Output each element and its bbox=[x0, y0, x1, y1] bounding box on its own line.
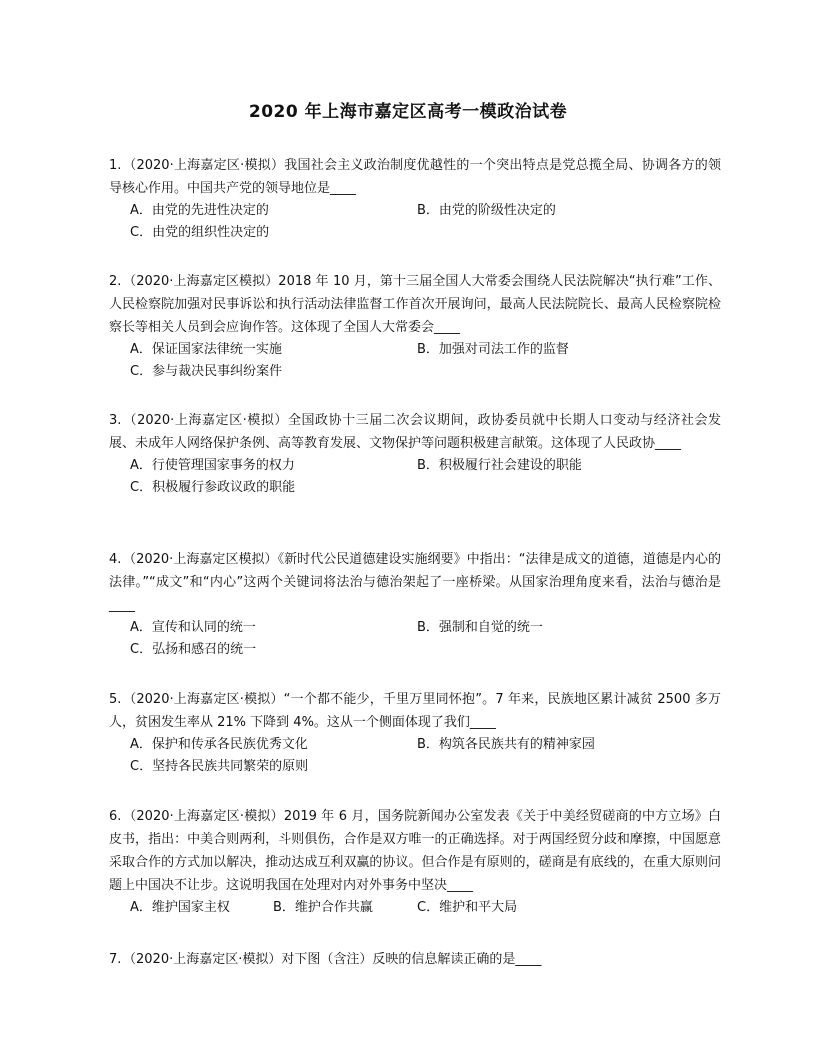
options-row bbox=[109, 756, 721, 778]
question-stem: （2020·上海嘉定区·模拟）对下图（含注）反映的信息解读正确的是____ bbox=[123, 952, 542, 967]
question-number: 7. bbox=[109, 952, 122, 967]
question-stem: （2020·上海嘉定区模拟）《新时代公民道德建设实施纲要》中指出：“法律是成文的道德，道德是内心的法律。”“成文”和“内心”这两个关键词将法治与德治架起了一座桥梁。从国家治理角度来看，法治与德治是____ bbox=[109, 552, 721, 613]
option-a[interactable]: A．行使管理国家事务的权力 bbox=[130, 458, 295, 473]
option-b[interactable]: B．积极履行社会建设的职能 bbox=[417, 458, 582, 473]
question-number: 3. bbox=[109, 413, 122, 428]
question-number: 2. bbox=[109, 274, 122, 289]
option-a[interactable]: A．宣传和认同的统一 bbox=[130, 620, 256, 635]
option-b[interactable]: B．构筑各民族共有的精神家园 bbox=[417, 737, 595, 752]
question-number: 5. bbox=[109, 692, 122, 707]
option-b[interactable]: B．强制和自觉的统一 bbox=[417, 620, 543, 635]
question-stem: （2020·上海嘉定区·模拟）我国社会主义政治制度优越性的一个突出特点是党总揽全局、协调各方的领导核心作用。中国共产党的领导地位是____ bbox=[109, 158, 721, 196]
option-c[interactable]: C．坚持各民族共同繁荣的原则 bbox=[130, 759, 309, 774]
option-c[interactable]: C．由党的组织性决定的 bbox=[130, 225, 270, 240]
options-row bbox=[109, 339, 721, 361]
question-6 bbox=[109, 805, 721, 919]
options-row bbox=[109, 200, 721, 222]
option-b[interactable]: B．加强对司法工作的监督 bbox=[417, 342, 569, 357]
option-a[interactable]: A．维护国家主权 bbox=[130, 900, 230, 915]
options-row bbox=[109, 639, 721, 661]
question-number: 4. bbox=[109, 552, 122, 567]
options-row bbox=[109, 477, 721, 499]
option-b[interactable]: B．维护合作共赢 bbox=[273, 900, 373, 915]
options-row bbox=[109, 361, 721, 383]
question-stem: （2020·上海嘉定区·模拟）全国政协十三届二次会议期间，政协委员就中长期人口变动与经济社会发展、未成年人网络保护条例、高等教育发展、文物保护等问题积极建言献策。这体现了人民政协____ bbox=[109, 413, 721, 451]
option-a[interactable]: A．保护和传承各民族优秀文化 bbox=[130, 737, 308, 752]
options-row bbox=[109, 222, 721, 244]
options-row bbox=[109, 455, 721, 477]
question-stem: （2020·上海嘉定区·模拟）2019 年 6 月，国务院新闻办公室发表《关于中美经贸磋商的中方立场》白皮书，指出：中美合则两利，斗则俱伤，合作是双方唯一的正确选择。对于两国经贸分歧和摩擦，中国愿意采取合作的方式加以解决，推动达成互利双赢的协议。但合作是有原则的，磋商是有底线的，在重大原则问题上中国决不让步。这说明我国在处理对内对外事务中坚决____ bbox=[109, 809, 721, 893]
question-1 bbox=[109, 154, 721, 244]
question-stem: （2020·上海嘉定区模拟）2018 年 10 月，第十三届全国人大常委会围绕人民法院解决“执行难”工作、人民检察院加强对民事诉讼和执行活动法律监督工作首次开展询问，最高人民法院院长、最高人民检察院检察长等相关人员到会应询作答。这体现了全国人大常委会____ bbox=[109, 274, 721, 335]
question-number: 6. bbox=[109, 809, 122, 824]
option-a[interactable]: A．由党的先进性决定的 bbox=[130, 203, 269, 218]
question-3 bbox=[109, 409, 721, 499]
question-stem: （2020·上海嘉定区·模拟）“一个都不能少，千里万里同怀抱”。7 年来，民族地区累计减贫 2500 多万人，贫困发生率从 21% 下降到 4%。这从一个侧面体现了我们____ bbox=[109, 692, 721, 730]
option-b[interactable]: B．由党的阶级性决定的 bbox=[417, 203, 556, 218]
question-number: 1. bbox=[109, 158, 122, 173]
question-4 bbox=[109, 548, 721, 661]
option-a[interactable]: A．保证国家法律统一实施 bbox=[130, 342, 282, 357]
options-row bbox=[109, 734, 721, 756]
options-row bbox=[109, 897, 721, 919]
options-row bbox=[109, 617, 721, 639]
option-c[interactable]: C．弘扬和感召的统一 bbox=[130, 642, 257, 657]
question-7 bbox=[109, 948, 721, 971]
option-c[interactable]: C．积极履行参政议政的职能 bbox=[130, 480, 296, 495]
question-5 bbox=[109, 688, 721, 778]
option-c[interactable]: C．参与裁决民事纠纷案件 bbox=[130, 364, 283, 379]
page-title: 2020 年上海市嘉定区高考一模政治试卷 bbox=[248, 102, 568, 122]
question-2 bbox=[109, 270, 721, 383]
option-c[interactable]: C．维护和平大局 bbox=[417, 900, 518, 915]
